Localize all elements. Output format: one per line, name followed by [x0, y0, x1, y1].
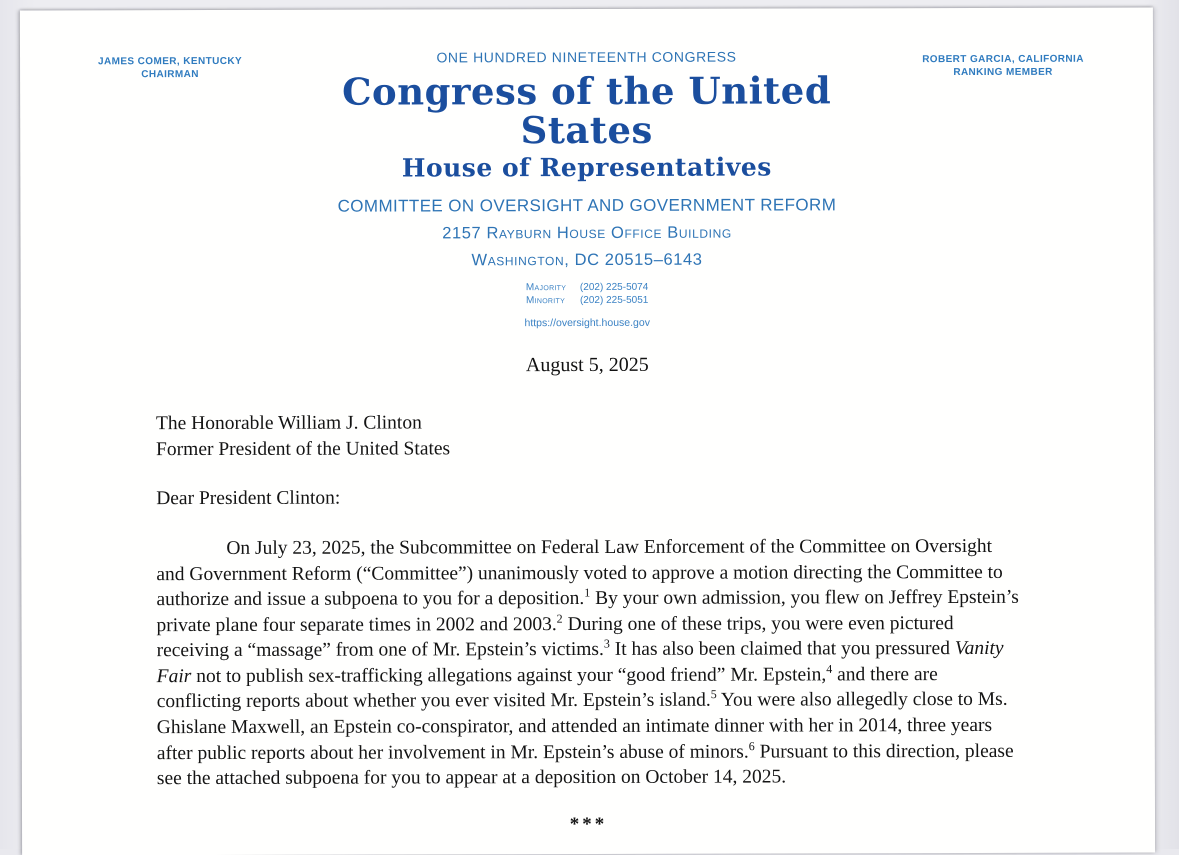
- congress-title: Congress of the United States: [320, 71, 853, 150]
- website-url: https://oversight.house.gov: [321, 317, 854, 330]
- address-line-2: Washington, DC 20515–6143: [321, 250, 854, 270]
- recipient-block: [156, 409, 1024, 463]
- majority-phone-row: [526, 281, 648, 295]
- minority-number: (202) 225-5051: [580, 295, 648, 306]
- committee-name: COMMITTEE ON OVERSIGHT AND GOVERNMENT REFORM: [320, 195, 853, 216]
- chairman-name: JAMES COMER, KENTUCKY: [20, 56, 320, 69]
- body-paragraph: On July 23, 2025, the Subcommittee on Federal Law Enforcement of the Committee on Oversight and Government Reform (“Committee”) unanimously voted to approve a motion directing the Committee to authorize and issue a subpoena to you for a deposition.$^1$ By your own admission, you flew on Jeffrey Epstein’s private plane four separate times in 2002 and 2003.$^2$ During one of these trips, you were even pictured receiving a “massage” from one of Mr. Epstein’s victims.$^3$ It has also been claimed that you pressured Vanity Fair not to publish sex-trafficking allegations against your “good friend” Mr. Epstein,$^4$ and there are conflicting reports about whether you ever visited Mr. Epstein’s island.$^5$ You were also allegedly close to Ms. Ghislane Maxwell, an Epstein co-conspirator, and attended an intimate dinner with her in 2014, three years after public reports about her involvement in Mr. Epstein’s abuse of minors.$^6$ Pursuant to this direction, please see the attached subpoena for you to appear at a deposition on October 14, 2025.: [156, 534, 1023, 792]
- congress-session: ONE HUNDRED NINETEENTH CONGRESS: [320, 48, 853, 65]
- majority-number: (202) 225-5074: [580, 282, 648, 293]
- address-line-1: 2157 Rayburn House Office Building: [320, 223, 853, 243]
- salutation: Dear President Clinton:: [156, 486, 1024, 510]
- section-break: ***: [22, 812, 1155, 837]
- ranking-member-name: ROBERT GARCIA, CALIFORNIA: [853, 54, 1153, 67]
- minority-label: Minority: [526, 294, 580, 308]
- chairman-block: [20, 50, 320, 82]
- recipient-name: The Honorable William J. Clinton: [156, 409, 1024, 437]
- ranking-member-block: [853, 48, 1153, 80]
- chairman-title: CHAIRMAN: [20, 68, 320, 81]
- phone-block: [526, 281, 648, 308]
- majority-label: Majority: [526, 281, 580, 295]
- minority-phone-row: [526, 294, 648, 308]
- letterhead-center: [320, 48, 854, 330]
- letter-date: August 5, 2025: [21, 353, 1154, 379]
- recipient-title: Former President of the United States: [156, 435, 1024, 463]
- ranking-member-title: RANKING MEMBER: [853, 66, 1153, 79]
- letterhead: [20, 8, 1154, 331]
- house-subtitle: House of Representatives: [320, 154, 853, 182]
- letter-page: [20, 8, 1155, 855]
